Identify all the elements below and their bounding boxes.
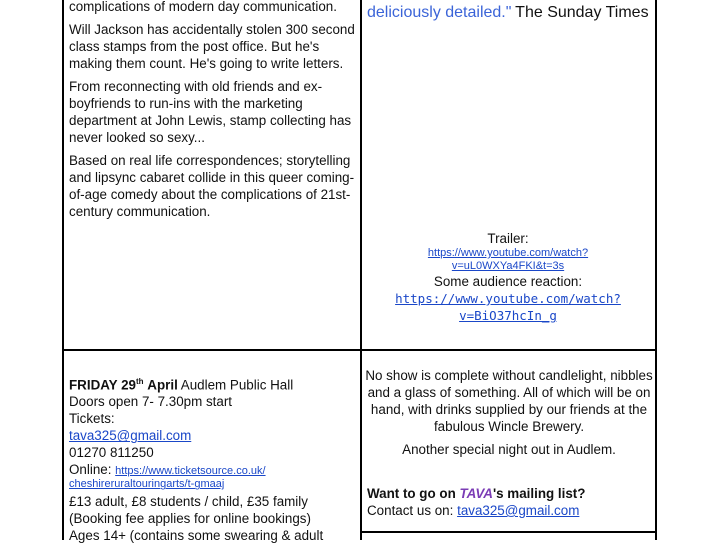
bottom-left-cell [69, 373, 359, 544]
description-paragraph-3: Based on real life correspondences; storytelling and lipsync cabaret collide in this queer coming-of-age comedy about the complications of 21st-century communication. [69, 153, 355, 219]
intro-line: complications of modern day communication. [69, 0, 337, 14]
mailing-list-block [367, 485, 653, 519]
special-night-text: Another special night out in Audlem. [402, 442, 616, 457]
table-row-divider-bottom-right [360, 531, 657, 533]
doors-time: Doors open 7- 7.30pm start [69, 394, 233, 410]
description-paragraph-2: From reconnecting with old friends and ex-boyfriends to run-ins with the marketing department at John Lewis, stamp collecting has never looked so sexy... [69, 79, 352, 145]
reaction-link[interactable]: https://www.youtube.com/watch? v=BiO37hcIn_g [395, 291, 621, 323]
quote-source: The Sunday Times [515, 4, 649, 21]
event-month: April [147, 377, 178, 393]
reaction-label: Some audience reaction: [433, 274, 583, 289]
top-right-cell [367, 3, 651, 22]
event-day-suffix: th [136, 377, 144, 386]
top-left-cell [69, 0, 355, 226]
online-tickets-link-2[interactable]: cheshireruraltouringarts/t-gmaaj [69, 478, 225, 491]
age-rating: Ages 14+ (contains some swearing & adult [69, 528, 324, 544]
contact-line [367, 502, 653, 519]
review-quote [367, 3, 651, 22]
table-border-left [62, 0, 64, 540]
online-tickets-link-1[interactable]: https://www.ticketsource.co.uk/ [115, 465, 266, 478]
bottom-right-cell [364, 367, 654, 464]
trailer-block [362, 231, 654, 324]
contact-email-link[interactable]: tava325@gmail.com [457, 503, 580, 518]
tickets-email-link[interactable]: tava325@gmail.com [69, 428, 192, 444]
tickets-label: Tickets: [69, 411, 115, 427]
event-date-line [69, 373, 359, 393]
table-row-divider [62, 349, 657, 351]
table-border-right [655, 0, 657, 540]
event-venue: Audlem Public Hall [180, 377, 294, 393]
trailer-label: Trailer: [487, 231, 529, 246]
online-label: Online: [69, 462, 112, 478]
booking-fee-note: (Booking fee applies for online bookings) [69, 511, 311, 527]
description-paragraph-1: Will Jackson has accidentally stolen 300 second class stamps from the post office. But he's making them count. He's going to write letters. [69, 22, 355, 71]
tickets-phone: 01270 811250 [69, 445, 154, 461]
quote-text: deliciously detailed." [367, 4, 512, 21]
event-day: FRIDAY 29 [69, 377, 136, 393]
mailing-list-heading: Want to go on TAVA's mailing list? [367, 486, 586, 501]
ticket-prices: £13 adult, £8 students / child, £35 family [69, 494, 308, 510]
trailer-link[interactable]: https://www.youtube.com/watch? v=uL0WXYa4FKI&t=3s [427, 247, 589, 272]
online-tickets [69, 461, 359, 478]
tava-brand: TAVA [459, 486, 493, 501]
contact-label: Contact us on: [367, 503, 454, 518]
hospitality-paragraph: No show is complete without candlelight, nibbles and a glass of something. All of which will be on hand, with drinks supplied by our friends at the fabulous Wincle Brewery. [365, 368, 653, 434]
